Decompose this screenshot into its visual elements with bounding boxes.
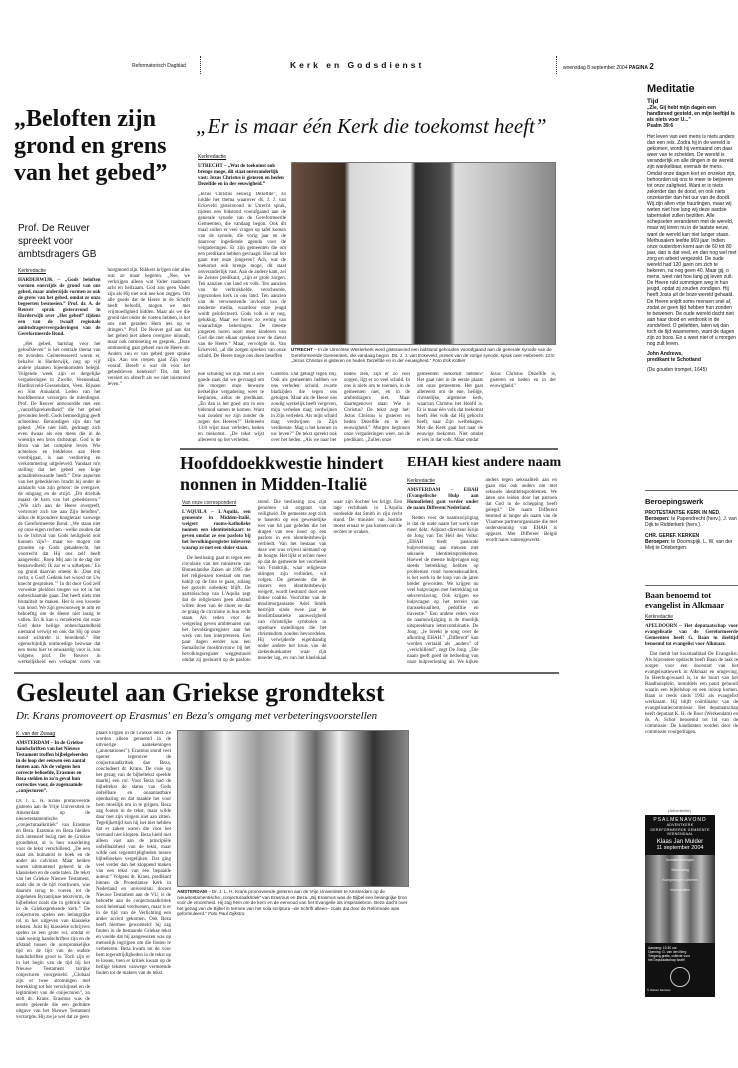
article-body xyxy=(18,268,190,666)
church-photo xyxy=(291,162,556,345)
meditatie-column xyxy=(647,83,737,373)
article-text-column: gemeenten toekomst hebben? Het gaat niet in de eerste plaats om onze gemeenten. Het gaat allereerst om de ene, heilige, christelijke, algemene kerk, waarvan Christus het Hoofd is. Er is maar één volk dat toekomst heeft. Het volk dat Hij gekocht heeft, naar Zijn welbehagen. Met die Kerk gaat het naar de eeuwige toekomst. Niet omdat er iets in dat volk. Maar omdat xyxy=(417,372,483,443)
portrait-photo xyxy=(177,730,409,887)
article-lead: APELDOORN – Het deputaatschap voor evangelisatie van de Gereformeerde Gemeenten heeft G. Baan in deeltijd benoemd tot evangelist voor Alkmaar. xyxy=(645,624,738,647)
article-text-column xyxy=(336,922,409,1022)
section-title: Kerk en Godsdienst xyxy=(290,60,425,70)
byline: Kerkredactie xyxy=(198,154,227,160)
article-text: Dr. J. L. H. Krans promoveerde gisteren aan de Vrije Universiteit te Amsterdam op de nieuwtestamentische „conjecturaalkritiek” van Erasmus en Beza. Erasmus en Beza hielden zich intensief bezig met de Griekse grondtekst, al is hun waardering voor de tekst verschillend. „De een staat als humanist te boek en de ander als calvinist. Maar beiden waren uitmuntend geleerd in de klassieken en de oude talen. De tekst van het Griekse Nieuwe Testament, zoals die in de tijd voorkwam, was daarom terug te voeren tot de zogeheten Byzantijnse tekstvorm, de bijbeltekst zoals die in gebruik was in de Griekssprekende kerk.” De conjecturen spelen een belangrijke rol in het uitgeven van klassieke teksten. Juist bij klassieke schrijvers spelen ze een grote rol, omdat er vaak weinig handschriften zijn en de afstand tussen de oorspronkelijke tijd en de tijd van de oudste handschriften groot is. Toch zijn er in het begin van de tijd bij het Nieuwe Testament talrijke conjecturen voorgesteld. „Globaal zijn er twee stromingen met betrekking tot het verschijnsel en de legitimiteit van de conjecturen”, zo stelt dr. Krans. Erasmus was de eerste geleerde die een gedrukte uitgave van het Nieuwe Testament verzorgde. Hij zie je wel dat ze geen xyxy=(16,799,90,1020)
advert-details xyxy=(645,943,715,966)
article-text-column xyxy=(256,922,330,1022)
article-headline: Hoofddoekkwestie hindert nonnen in Midden-Italië xyxy=(180,453,384,494)
advert-item: Koraalbewerkingen xyxy=(665,857,695,862)
byline: K. van der Zwaag xyxy=(16,731,56,737)
article-text-column xyxy=(415,731,490,1022)
article-lead: L'AQUILA – L'Aquila, een gemeente in Midden-Italië, weigert rooms-katholieke nonnen een identiteitskaart te geven omdat ze een pasfoto bij het bevolkingsregister inleveren waarop ze met een sluier staan. xyxy=(182,510,251,551)
article-text-column: plaats krijgen in de Griekse tekst. Ze worden alleen genoemd in de uitvoerige aantekeningen („annotationes”). Erasmus stond veel opener tegenover de conjecturaalkritiek dan Beza, concludeert dr. Krans. De visie op het gezag van de bijbeltekst speelde daarbij een rol. Voor Beza had de bijbeltekst de status van Gods onfeilbare en onaantastbare openbaring en dat maakte het voor hem moeilijk om in te grijpen. Beza zag fouten in de tekst, maar wilde daar met zijn vingers niet aan zitten. Tegelijkertijd kon hij het niet hebben dat er zaken waren die voor het verstand niet klopten. Beza hield niet alleen vast aan de principiële onfeilbaarheid van de tekst, maar wilde ook tegenstrijdigheden tussen bijbelboeken vergelijken. Dat ging veel verder dan het kloppend maken van een tekst van één bepaalde auteur.” Volgens dr. Krans, predikant binnen de Protestantse Kerk in Nederland en universitair docent Nieuwe Testament aan de VU, is de behoefte aan de conjecturaalkritiek nooit helemaal verdwenen, maar is er in de tijd van de Verlichting een ander accent gekomen. Ook Beza heeft hiermee geworsteld: hij zag fouten in de bestaande Griekse tekst en voelde dat hij aangewezen was op menselijk ingrijpen om die fouten te verbeteren. Beza kwam tot de voor hem tegenstrijdigheden in de tekst op te lossen, toen er kritiek kwam op de heilige teksten vanwege vermeende fouten tot de makers van de tekst. xyxy=(96,731,171,976)
article-text: „Jezus Christus eeuwig Dezelfde”, zo luidde het thema waarover ds. J. J. van Eckeveld gisteravond in Utrecht sprak, tijdens een bidstond voorafgaand aan de generale synode van de Gereformeerde Gemeenten, die vandaag begon. Ook dit maal zullen er veel vragen op tafel komen van de synode, die vorig jaar en de daarvoor ingediende agenda voor de vergaderingen. Er zijn gemeenten die om een predikant hebben gevraagd. Hoe zal het gaan met onze jongeren? Ach, wat de toekomst ook brenge moge, dit staat onveranderlijk vast. Aan de andere kant, zei de Zeister predikant, „zijn er grote zorgen. Ten aanzien van land en volk. Ten aanzien van de verbrokkelde, verscheurde, ingezonken kerk in ons land. Ten aanzien van de verwoestende invloed van de moderne media, waardoor onze jeugd wordt geïnfecteerd. Gods volk is er nog, gelukkig. Maar we horen zo weinig van waarachtige bekeringen. De meeste jongeren horen nooit meer kinderen van God die met elkaar spreken over de dienst van de Heere.” Maar, vervolgde ds. Van Eckeveld, „al die zorgen spreken van onze schuld. De Heere moge ons doen beseffen xyxy=(198,192,286,359)
page-number: 2 xyxy=(649,62,654,71)
bible-quote: „Zie, Gij hebt mijn dagen een handbreed gesteld, en mijn leeftijd is als niets voor U...” xyxy=(647,105,735,123)
beroeping-text: te Papendrecht (herv.), J. van Dijk te Ridderkerk (herv.). xyxy=(645,516,737,528)
author: John Andrews, xyxy=(647,351,683,358)
article-headline: Baan benoemd tot evangelist in Alkmaar xyxy=(645,590,725,610)
advert-item: Samenzang xyxy=(671,867,689,872)
advert-detail: Aanvang: 19.30 uur xyxy=(648,945,677,950)
photo-caption xyxy=(177,889,409,917)
article-headline: Gesleutel aan Griekse grondtekst xyxy=(16,678,385,707)
advert-item: Improvisaties xyxy=(670,887,690,892)
beroepingswerk xyxy=(645,497,738,551)
article-subhead: Prof. De Reuver spreekt voor ambtsdragers GB xyxy=(18,223,97,260)
byline: Kerkredactie xyxy=(407,478,436,484)
article-text-column xyxy=(496,731,571,1022)
paper-name: Reformatorisch Dagblad xyxy=(132,63,186,69)
byline: Kerkredactie xyxy=(645,614,674,620)
photo-caption xyxy=(291,347,556,364)
advert-performer: Klaas Jan Mulder xyxy=(656,838,704,845)
article-body-col1 xyxy=(16,731,90,1022)
caption-place: UTRECHT xyxy=(291,347,313,352)
divider xyxy=(180,448,558,450)
article-lead: AMSTERDAM – EHAH (Evangelische Hulp aan Homofielen) gaat verder onder de naam Different Nederland. xyxy=(407,488,479,511)
beroeping-group xyxy=(645,510,738,528)
article-text-column xyxy=(177,922,250,1022)
author-role: predikant te Schotland xyxy=(647,357,701,364)
beroeping-label: Beroepen: xyxy=(645,539,670,545)
article-lead: UTRECHT – „Wat de toekomst ook brenge moge, dit staat onveranderlijk vast: Jezus Christus is gisteren en heden Dezelfde en in der eeuwigheid.” xyxy=(198,164,284,187)
divider xyxy=(645,585,738,586)
page-label: PAGINA xyxy=(628,65,648,71)
church-name: PROTESTANTSE KERK IN NED. xyxy=(645,510,721,516)
divider xyxy=(14,672,559,674)
meditatie-text: Het leven van een mens is niets anders dan een reis. Zodra hij in de wereld is gekomen, wordt hij vermaand om daar weer van te scheiden. De wereld is veranderlijk en alle dingen in de wereld zijn wankelbaar, evenals de mens. Omdat onze dagen kort en onzeker zijn, behoorden wij ons te meer te beijveren tot onze zaligheid. Want er is niets zekerder dan de dood, en ook niets onzekerder dan het uur van de doodt. Wij zijn allen vrije huurlingen, maar wij weten niet hoe lang wij deze aardse tabernakel zullen bezitten. Alle schepselen veranderen met de wereld, maar wij leven nu in de laatste eeuw, want de wereld kan niet langer staan. Methusalem leefde 969 jaar. Indien onze ouderdom komt aan de 60 tot 80 jaar, dan is dat veel, en dan nog wel met zorg en arbeid vergezeld. De oude wereld had 120 jaren om zich te bekeren, nu nog geen 40. Maar gij, o mens, weet niet hoe lang gij leven zult. De Heere rukt sommigen weg in hun jeugd, opdat zij zouden zondigen. Hij heeft Josia uit de boze wereld gehaald. De Heere snijdt soms mensen snel af, zodat ze geen tijd hebben hun zonden te bewenen. De oude wereld dacht niet aan haar dood en verdronk in de zondvloed. O geliefden, laten wij dan toch de tijd waarnemen, want de dagen zijn zo boos. En u weet niet of u morgen nog zult leven. xyxy=(647,134,737,348)
advert-footer: © Visitors Services xyxy=(647,987,671,992)
article-headline: EHAH kiest andere naam xyxy=(407,455,562,470)
church-logo-icon xyxy=(670,967,690,987)
section-title: Beroepingswerk xyxy=(645,497,704,506)
advert-org xyxy=(645,823,715,837)
byline: Kerkredactie xyxy=(18,268,47,274)
article-body-col1 xyxy=(198,154,286,364)
article-body xyxy=(407,478,557,666)
advert-item: Koorgezongen Liederen xyxy=(662,877,698,882)
church-name: CHR. GEREF. KERKEN xyxy=(645,533,700,539)
bible-reference: Psalm 39:6 xyxy=(647,123,674,129)
article-headline: „Er is maar één Kerk die toekomst heeft” xyxy=(196,114,547,138)
baan-article xyxy=(645,591,738,736)
advert-detail: Toegang gratis, collecte voor xyxy=(648,954,690,959)
advert-org-line: ADVENTKERK xyxy=(666,823,694,827)
beroeping-group xyxy=(645,533,738,551)
divider xyxy=(645,490,738,491)
advert-detail: Opening: G. van den Berg xyxy=(648,949,687,954)
article-text-column: hoe schuldig we zijn. Het is een goede zaak dat we gevraagd om die morgen onze bewuste kerkelijke vergadering weer te beginnen, aldus de predikant. „En dan is het goed om in een bidstond samen te komen. Want wat zouden we zijn zonder de zegen des Heeren?” Hebreeën 13:8 wijst naar verleden, heden en toekomst. „De tekst wijst allereerst op het verleden. xyxy=(198,372,264,443)
advert-org-line: VEENENDAAL xyxy=(666,832,694,837)
article-headline: „Beloften zijn grond en grens van het gebed” xyxy=(14,106,168,186)
header-divider xyxy=(556,56,557,74)
article-text: „Het gebed, hartslag voor het geloofsleven” is het centrale thema van de avonden. Geïnteresseerd waren er, behalve in Harderwijk, nog op vijf andere plaatsen bijeenkomsten belegd. Volgende week zijn er dergelijke vergaderingen in Zwolle, Veenendaal, Hardinxveld-Giessendam, Veen, Rijssen en Sint Annaland. Leden van het hoofdbestuur verzorgen de inleidingen. Prof. De Reuver antwoordde met een „vanzelfsprekendheid” die het gebed gevonden heeft. Gods bemoediging geeft achterdeur. Bemoedigen zijn dan het gebed. „Wie niet bidt, gedraagt zich even dwaas als een mens die in de woestijn een bron dichtstopt. God is de Bron van het complete leven. Wie achteloos en biddeloos aan Hem voorbijgaat, is aan verdorring en verkommering uitgeleverd. Vandaar m'n stelling dat het gebed een hoge actualiteitswaarde heeft.” Drie aspecten van het gebedsleven bracht hij onder de aandacht van zijn gehoor: de overgave, de omgang en de strijd. „Dit drieluik maakt de kern van het gebedsleven.” „Wie zich aan de Heere overgeeft, vertrouwt zich toe aan Zijn beloften”, aldus de bijzondere hoogleraar vanwege de Gereformeerde Bond. „We staan niet op onze eigen rechten –welke zouden dat in de lichtval van Gods heiligheid ooit kunnen zijn?– maar we mogen om gronden op Gods genaderecht, het voorrecht dat Hij ons zelf heeft aangereikt: ‚Roep Mij aan in de dag der benauwdheid; Ik zal er u uithelpen.’ En op grond daarvan smeek ik: ‚Doe mij recht, o God! Gedenk het woord tot Uw knecht gesproken.’” In dit door God zelf verwekte pleidooi mogen we tot in het onbeschaamde gaan. Dat heeft niets met brutaliteit te maken. Het is een kwestie van nood. We zijn gewoonweg te arm en behoeftig om de Heere niet lastig te vallen. En ik kan u verzekeren dat onze God deze heilige onbeschaamdheid niemand verwijt en ook dat Hij op onze nood wilstrekt is bereidend.” Het ogenschijnlijk ontmoedige bezwaar dat een mens hier te onwaardig voor is, zou volgens prof. De Reuver in werkelijkheid een verkapte vorm van hoogmoed zijn. Rikkers krijgen niet alles wat ze maar begeren. „Nee, we verkrijgen alleen wat Vader raadzaam acht en heilzaam. God zou geen Vader zijn als Hij niet ook nee kon zeggen. Om alle goeds dat de Heere in de Schrift heeft beloofd, mogen we met vrijmoedigheid bidden. Maar als we die grond niet onder de voeten hebben, is het ons niet geraden Hem iets op te dringen.” Prof. De Reuver gaf aan dat het gebed niet alleen overgave inhoudt, maar ook ontmoeting en gesprek. „Deze ontmoeting gaat geheel van de Heere uit. Anders zou er van gebed geen sprake zijn. Aan ons roepen gaat Zijn roep vooraf. Beseft u wat dit voor het gebedsleven betekent? Dit, dat het versiert en afsterft als we niet luisterend leven.” xyxy=(18,268,190,665)
article-text-column: Gisteren. Dat getuigt tegen mij. Ook als gemeenten hebben we ons verleden: schuld, zwarte bladzijden die tegen ons getuigen. Maar als de Heere ons zondig werkelijk heeft vergeven, mijn verleden mag verdwijnen in Zijn verleden. Als mijn schuld mag verdwijnen in Zijn verdienste. Mag u het kennen in uw leven?” De tekst spreekt ook over het heden. „Als we naar het xyxy=(271,372,337,443)
caption-place: AMSTERDAM xyxy=(177,889,207,894)
article-body xyxy=(645,614,738,736)
article-text: Dat meldt het kwartaalblad De Evangelist. Als bijzondere opdracht heeft Baan de taak te zorgen voor een doorstart van het evangelisatiewerk in Alkmaar en omgeving. In Heerhugowaard is, in de buurt van het Raadhuisplein, inmiddels een pand gehuurd waarin een bijbelshop en een inloop komen. Baan is reeds sinds 1992 als evangelist werkzaam. Hij blijft coördinator van de evangelisatiecommissie. Het deputaatschap heeft deputaat K. H. de Boer (Werkendam) en ds. A. Schot benoemd tot lid van de commissie. De kandidaten worden door de commissie voorgedragen. xyxy=(645,652,738,735)
article-text: De beslissing gaat in tegen een circulaire van het ministerie van Binnenlandse Zaken uit 1995 die het religieuzen toestaat om met habijt op de foto te gaan, zolang het gezicht onbedekt blijft. De aartsbisschop van L'Aquila zegt dat de religieuzen geen afstand willen doen van de sluier en dat ze graag de circulaire in hun recht staan. Als reden voor de weigering geven ambtenaren van het bevolkingsregister aan het werk van hen interpreteren. Een paar dagen eerder was een Somalische moslimvrouw bij het bevolkingsregister weggestuurd omdat zij gesluierd op de pasfoto stond. Die beslissing zou zijn genomen uit oogpunt van veiligheid. De gemeente zegt zich te baseren op een gewestelijke wet van 64 jaar geleden die het dragen van een hoed op een pasfoto in een identiteitsbewijs verbiedt. Van het bestaan van deze wet was vrijwel niemand op de hoogte. Het lijkt er echter meer op dat de gemeente het voorbeeld van Frankrijk, waar religieuze uitingen zijn verboden, wil volgen. De gemeente die de zusters een identiteitsbewijs weigert, wordt bestuurd door een linkse coalitie. Voorzitter van de moslimorganisatie Adel Smith bestrijdt sinds twee jaar de moslimfanatieke aanwezigheid van christelijke symbolen in openbare instellingen die het christendom zouden bevoordelen. Hij verwijderde eigenhandig onder andere het kruis van de ziekenhuiskamer waar zijn moeder lag, en van het klaslokaal waar zijn dochter les krijgt. Een lage rechtbank in L'Aquila oordeelde dat Smith in zijn recht stond. De minister van Justitie moest ernaar te pas komen om de rechter te wraken. xyxy=(182,500,402,663)
source: (De gouden trompet, 1645) xyxy=(647,367,708,374)
article-lead: HARDERWIJK – „Gods beloften vormen enerzijds de grond van ons gebed, maar anderzijds vormen ze ook de grens van het gebed, omdat ze onze begeerten besnoeien.” Prof. dr. A. de Reuver sprak gisteravond in Harderwijk over „Het gebed” tijdens een van de twaalf regionale ambtsdragersvergaderingen van de Gereformeerde Bond. xyxy=(18,278,101,337)
advert-detail: het Deputaatschap Israël xyxy=(648,958,685,963)
article-subhead: Dr. Krans promoveert op Erasmus' en Beza's omgang met verbeteringsvoorstellen xyxy=(16,710,378,722)
article-text: Reden voor de naamswijziging is dat de oude naam het werk niet meer dekt. Adjunct-directeur Krijn de Jong van Tot Heil des Volks: „EHAH biedt pastorale hulpverlening aan mensen met seksuele identiteitsproblemen. Hoewel de meeste hulpvragen nog steeds betrekking hebben op problemen rond homoseksualiteit, is het werk in de loop van de jaren breder geworden. We krijgen nu veel hulpvragen met betrekking tot seksverslaving. Ook krijgen we hulpvragen op het terrein van transseksualiteit, pedofilie en travestie.” Een andere reden voor de naamswijziging is de moeilijk uitspreekbare lettercombinatie. De Jong: „Je breekt je tong over de afkorting EHAH.” „Different” kan worden vertaald als „anders” of „verschillend”, zegt De Jong. „Die naam geeft goed de bedoeling van onze hulpverlening uit. We kijken anders tegen seksualiteit aan en gaan dus ook anders om met seksuele identiteitsproblemen. We laten ons leiden door het patroon dat God in de schepping heeft gelegd.” De naam Different bestond al langer als naam van de Vlaamse partnerorganisatie die met ondersteuning van EHAH is opgezet. Met Different België wordt nauw samengewerkt. xyxy=(407,478,557,665)
photo-credit: Foto Paul Dijkstra xyxy=(208,911,245,917)
article-body xyxy=(182,500,402,666)
page-date-line xyxy=(563,62,654,71)
date: woensdag 8 september 2004 xyxy=(563,65,628,71)
article-lead: AMSTERDAM – In de Griekse handschriften van het Nieuwe Testament troffen bijbelgeleerden in de loop der eeuwen een aantal fouten aan. Als de volgens hen correcte behoefde, Erasmus en Beza stelden in zo'n geval hun correcties voor, de zogenaamde „conjecturen”. xyxy=(16,741,88,794)
article-text-column: Jezus Christus Dezelfde is, gisteren en heden en in der eeuwigheid.” xyxy=(490,372,556,389)
advertisement[interactable] xyxy=(645,815,715,997)
byline: Van onze correspondent xyxy=(182,500,237,506)
caption-text: – In de Utrechtse Westerkerk werd gisteravond een bidstond gehouden voorafgaand aan de generale synode van de Gereformeerde Gemeenten, die vandaag begon. Ds. J. J. van Eckeveld, preses van de vorige synode, sprak over Hebreeën 13:8: „Jezus Christus is gisteren en heden Dezelfde en in der eeuwigheid.” xyxy=(291,347,556,364)
header-divider xyxy=(200,56,201,74)
advert-org-line: GEREFORMEERDE GEMEENTE xyxy=(650,827,710,832)
photo-credit: Foto Erik Kottier xyxy=(432,358,466,364)
section-title: Meditatie xyxy=(647,83,695,95)
article-text-column: heden zien, zijn er zo veel zorgen, ligt er zo veel schuld. In ons is niets om te roemen, in de gemeenten niet, en in de ambtsdragers niet. Maar daartegenover staat: Wie is Christus? De tekst zegt het: Jezus Christus is gisteren en heden Dezelfde en in der eeuwigheid.” Morgen beginnen onze vergaderingen weer, zei de predikant. „Zullen onze xyxy=(344,372,410,443)
beroeping-label: Beroepen: xyxy=(645,516,670,522)
caption-text: – Dr. J. L. H. Krans promoveerde gisteren aan de Vrije Universiteit te Amsterdam op de nieuwtestamentische „conjecturaalkritiek” van Erasmus en Beza. „Bij Erasmus was de Bijbel een belangrijke bron voor de vroomheid. Hij zag hem om de kern en de eenvoud van het Evangelie als inspiratiebron. Beza dacht over het gezag van de Bijbel in termen van het sola scriptura –de Schrift alleen– zoals dat door de Reformatie was geformuleerd.” xyxy=(177,889,408,917)
advert-label: (Advertentie) xyxy=(668,808,691,813)
advert-date: 11 september 2004 xyxy=(656,844,704,851)
meditatie-title: Tijd xyxy=(647,98,659,105)
advert-title: PSALMENAVOND xyxy=(653,817,707,823)
beroeping-text: te Doornspijk, L. W. van der Meij te Driebergen. xyxy=(645,539,733,551)
advert-organ-image xyxy=(645,855,715,943)
